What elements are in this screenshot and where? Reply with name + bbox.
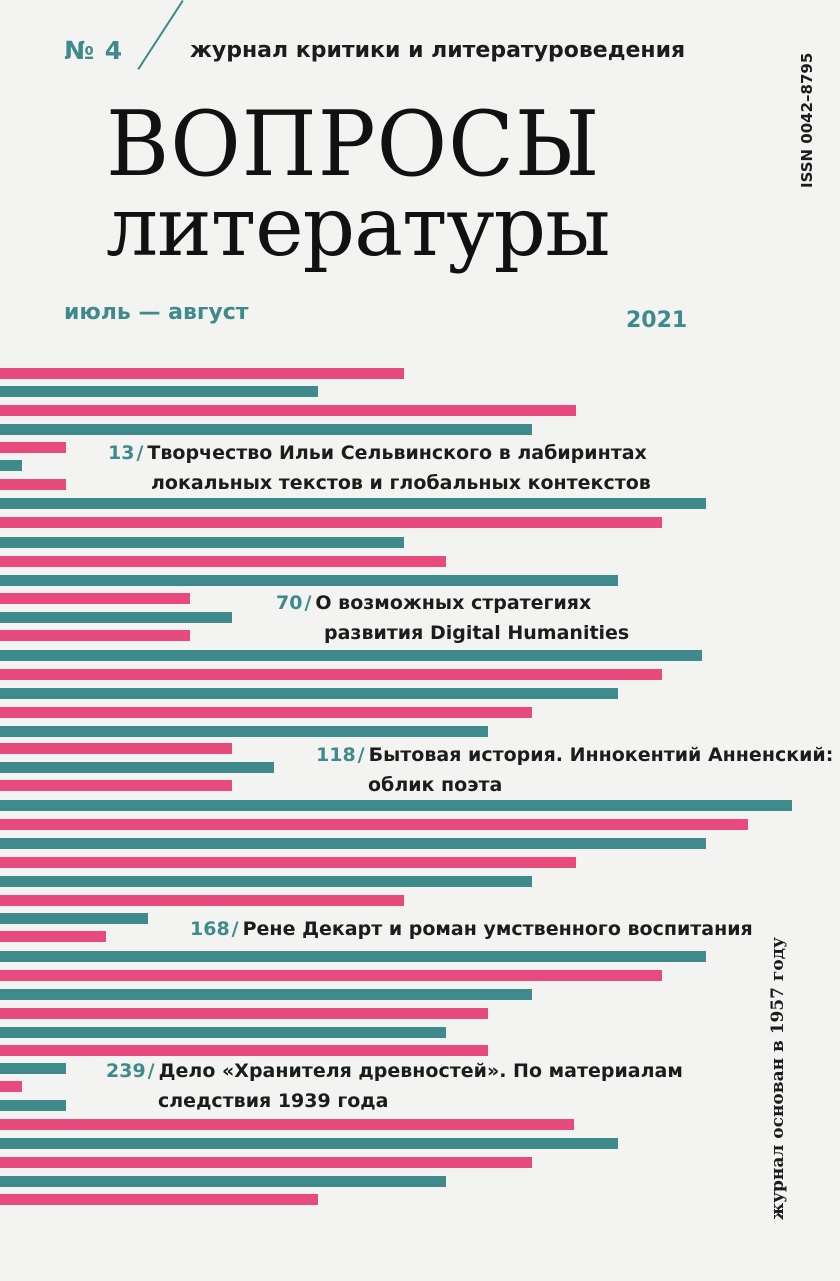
pink-stripe xyxy=(0,517,662,528)
pink-stripe xyxy=(0,1119,574,1130)
pink-stripe xyxy=(0,479,66,490)
toc-entry-3 xyxy=(312,740,839,800)
issue-months: июль — август xyxy=(64,300,249,325)
teal-stripe xyxy=(0,1063,66,1074)
toc-entry-5 xyxy=(102,1056,689,1116)
issue-year: 2021 xyxy=(626,308,688,333)
journal-title-line1: ВОПРОСЫ xyxy=(106,92,601,197)
pink-stripe xyxy=(0,556,446,567)
pink-stripe xyxy=(0,442,66,453)
teal-stripe xyxy=(0,575,618,586)
teal-stripe xyxy=(0,1138,618,1149)
toc-separator: / xyxy=(147,1060,155,1082)
teal-stripe xyxy=(0,913,148,924)
toc-title-line1: Бытовая история. Иннокентий Анненский: xyxy=(368,744,834,766)
teal-stripe xyxy=(0,800,792,811)
teal-stripe xyxy=(0,688,618,699)
teal-stripe xyxy=(0,838,706,849)
toc-title-line1: Рене Декарт и роман умственного воспитания xyxy=(242,918,753,940)
pink-stripe xyxy=(0,780,232,791)
teal-stripe xyxy=(0,460,22,471)
toc-page: 118 xyxy=(316,744,356,766)
issue-number: № 4 xyxy=(64,36,124,65)
toc-separator: / xyxy=(357,744,365,766)
pink-stripe xyxy=(0,931,106,942)
teal-stripe xyxy=(0,876,532,887)
pink-stripe xyxy=(0,707,532,718)
toc-page: 70 xyxy=(276,592,303,614)
issn-code: ISSN 0042–8795 xyxy=(798,52,816,188)
pink-stripe xyxy=(0,669,662,680)
pink-stripe xyxy=(0,819,748,830)
teal-stripe xyxy=(0,498,706,509)
toc-title-line2: облик поэта xyxy=(368,774,503,796)
pink-stripe xyxy=(0,743,232,754)
teal-stripe xyxy=(0,726,488,737)
toc-title-line2: следствия 1939 года xyxy=(158,1090,389,1112)
teal-stripe xyxy=(0,424,532,435)
pink-stripe xyxy=(0,1008,488,1019)
pink-stripe xyxy=(0,1157,532,1168)
pink-stripe xyxy=(0,368,404,379)
pink-stripe xyxy=(0,1194,318,1205)
journal-title-line2: литературы xyxy=(106,180,610,275)
journal-subtitle: журнал критики и литературоведения xyxy=(190,38,686,63)
teal-stripe xyxy=(0,989,532,1000)
pink-stripe xyxy=(0,970,662,981)
teal-stripe xyxy=(0,537,404,548)
teal-stripe xyxy=(0,1027,446,1038)
toc-title-line1: О возможных стратегиях xyxy=(315,592,592,614)
teal-stripe xyxy=(0,1100,66,1111)
teal-stripe xyxy=(0,951,706,962)
pink-stripe xyxy=(0,593,190,604)
toc-title-line1: Творчество Ильи Сельвинского в лабиринтах xyxy=(147,442,647,464)
pink-stripe xyxy=(0,405,576,416)
pink-stripe xyxy=(0,895,404,906)
teal-stripe xyxy=(0,612,232,623)
teal-stripe xyxy=(0,650,702,661)
toc-page: 13 xyxy=(108,442,135,464)
toc-title-line1: Дело «Хранителя древностей». По материалам xyxy=(158,1060,683,1082)
teal-stripe xyxy=(0,386,318,397)
toc-title-line2: развития Digital Humanities xyxy=(324,622,630,644)
toc-separator: / xyxy=(136,442,144,464)
pink-stripe xyxy=(0,1045,488,1056)
toc-page: 239 xyxy=(106,1060,146,1082)
teal-stripe xyxy=(0,762,274,773)
pink-stripe xyxy=(0,630,190,641)
pink-stripe xyxy=(0,1081,22,1092)
toc-entry-4 xyxy=(186,914,759,944)
toc-separator: / xyxy=(231,918,239,940)
pink-stripe xyxy=(0,857,576,868)
toc-page: 168 xyxy=(190,918,230,940)
teal-stripe xyxy=(0,1176,446,1187)
founded-note: журнал основан в 1957 году xyxy=(768,937,788,1220)
toc-entry-1 xyxy=(104,438,657,498)
toc-separator: / xyxy=(304,592,312,614)
toc-entry-2 xyxy=(272,588,635,648)
toc-title-line2: локальных текстов и глобальных контекстов xyxy=(151,472,651,494)
